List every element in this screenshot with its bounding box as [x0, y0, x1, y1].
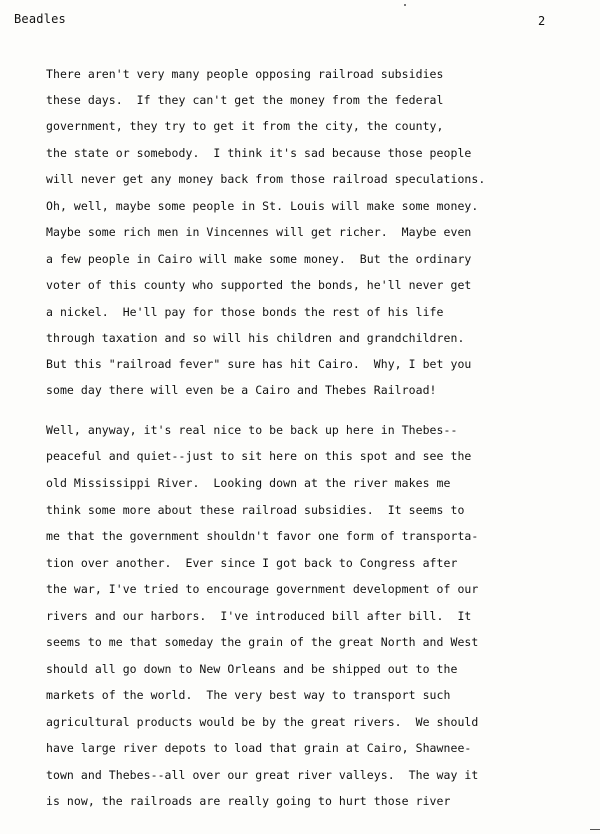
- text-line: government, they try to get it from the city, the county,: [46, 119, 444, 133]
- scan-speck: [404, 4, 406, 6]
- text-line: tion over another. Ever since I got back to Congress after: [46, 556, 458, 570]
- text-line: old Mississippi River. Looking down at the river makes me: [46, 476, 451, 490]
- text-line: agricultural products would be by the great rivers. We should: [46, 715, 479, 729]
- text-line: should all go down to New Orleans and be shipped out to the: [46, 662, 458, 676]
- text-line: think some more about these railroad subsidies. It seems to: [46, 503, 465, 517]
- header-author-name: Beadles: [14, 12, 66, 26]
- text-line: have large river depots to load that grain at Cairo, Shawnee-: [46, 741, 472, 755]
- text-line: There aren't very many people opposing railroad subsidies: [46, 67, 444, 81]
- text-line: will never get any money back from those railroad speculations.: [46, 172, 486, 186]
- text-line: But this "railroad fever" sure has hit Cairo. Why, I bet you: [46, 357, 472, 371]
- text-line: town and Thebes--all over our great river valleys. The way it: [46, 768, 479, 782]
- text-line: voter of this county who supported the bonds, he'll never get: [46, 278, 472, 292]
- text-line: a nickel. He'll pay for those bonds the rest of his life: [46, 305, 444, 319]
- scan-edge-mark: [590, 829, 600, 830]
- text-line: some day there will even be a Cairo and Thebes Railroad!: [46, 383, 437, 397]
- text-line: these days. If they can't get the money from the federal: [46, 93, 444, 107]
- text-line: rivers and our harbors. I've introduced bill after bill. It: [46, 609, 472, 623]
- text-line: Well, anyway, it's real nice to be back up here in Thebes--: [46, 423, 458, 437]
- page-number: 2: [538, 14, 546, 28]
- text-line: Oh, well, maybe some people in St. Louis will make some money.: [46, 199, 479, 213]
- text-line: peaceful and quiet--just to sit here on this spot and see the: [46, 449, 472, 463]
- text-line: a few people in Cairo will make some money. But the ordinary: [46, 252, 472, 266]
- text-line: is now, the railroads are really going to hurt those river: [46, 794, 451, 808]
- text-line: Maybe some rich men in Vincennes will get richer. Maybe even: [46, 225, 472, 239]
- text-line: markets of the world. The very best way to transport such: [46, 688, 451, 702]
- text-line: the war, I've tried to encourage government development of our: [46, 582, 479, 596]
- text-line: through taxation and so will his children and grandchildren.: [46, 331, 465, 345]
- text-line: me that the government shouldn't favor one form of transporta-: [46, 529, 479, 543]
- text-line: the state or somebody. I think it's sad because those people: [46, 146, 472, 160]
- text-line: seems to me that someday the grain of the great North and West: [46, 635, 479, 649]
